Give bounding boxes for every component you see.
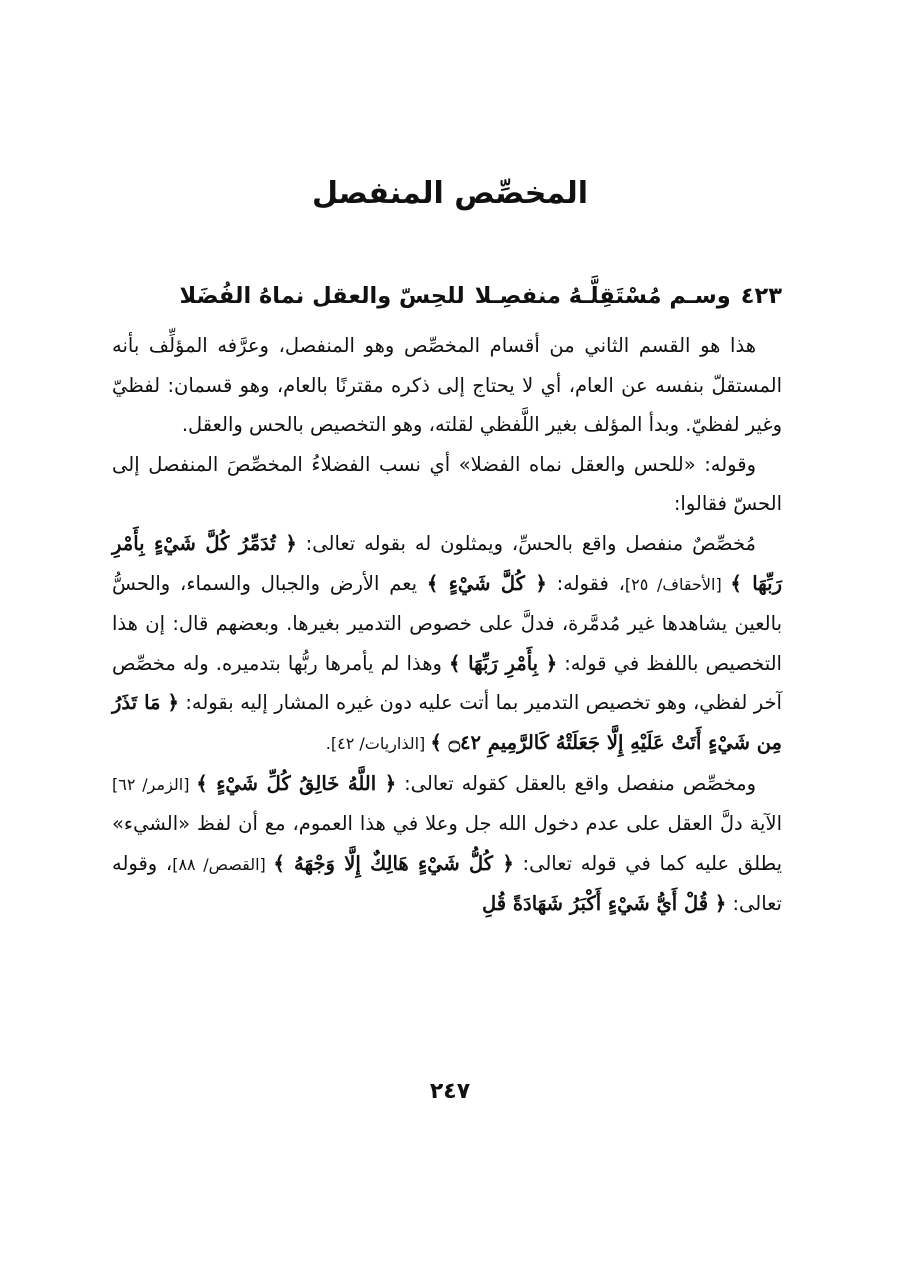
text-span: مُخصِّصٌ منفصل واقع بالحسِّ، ويمثلون له بقوله تعالى: (296, 531, 756, 555)
quran-verse: ﴿ بِأَمْرِ رَبِّهَا ﴾ (448, 651, 558, 675)
paragraph-sense-specifier (112, 524, 782, 764)
quran-reference: [الزمر/ ٦٢] (112, 774, 197, 794)
verse-number: ٤٢٣ (740, 283, 782, 309)
text-span: ومخصِّص منفصل واقع بالعقل كقوله تعالى: (396, 771, 757, 795)
poem-verse (114, 276, 782, 316)
text-span: وهذا لم يأمرها ربُّها بتدميره. وله مخصِّص آخر لفظي، وهو تخصيص التدمير بما أتت عليه دون غيره المشار إليه بقوله: (112, 651, 782, 715)
verse-first-hemistich: وسـم مُسْتَقِلَّـهُ منفصِـلا (474, 283, 731, 309)
commentary-body (112, 326, 782, 924)
quran-verse: ﴿ كُلُّ شَيْءٍ هَالِكٌ إِلَّا وَجْهَهُ ﴾ (273, 851, 514, 875)
quran-reference: [الأحقاف/ ٢٥] (624, 574, 731, 594)
page-number: ٢٤٧ (429, 1079, 471, 1104)
text-span: ، وقوله تعالى: (112, 851, 782, 916)
quran-verse: ﴿ قُلْ أَيُّ شَيْءٍ أَكْبَرُ شَهَادَةً قُلِ (481, 892, 727, 916)
paragraph-reason-specifier (112, 764, 782, 924)
text-span: الآية دلَّ العقل على عدم دخول الله جل وعلا في هذا العموم، مع أن لفظ «الشيء» يطلق عليه كما في قوله تعالى: (112, 812, 782, 875)
quran-verse: ﴿ كُلَّ شَيْءٍ ﴾ (426, 571, 547, 595)
paragraph-quote: وقوله: «للحس والعقل نماه الفضلا» أي نسب الفضلاءُ المخصِّصَ المنفصل إلى الحسّ فقالوا: (112, 452, 782, 516)
quran-reference: [الذاريات/ ٤٢]. (325, 733, 431, 753)
text-span: يعم الأرض والجبال والسماء، والحسُّ بالعين يشاهدها غير مُدمَّرة، فدلَّ على خصوص التدمير بغيرها. وبعضهم قال: إن هذا التخصيص باللفظ في قوله: (112, 571, 782, 675)
page-title: المخصِّص المنفصل (311, 176, 589, 211)
quran-verse: ﴿ مَا تَذَرُ مِن شَيْءٍ أَتَتْ عَلَيْهِ إِلَّا جَعَلَتْهُ كَالرَّمِيمِ ۝٤٢ ﴾ (112, 691, 782, 754)
paragraph-definition: هذا هو القسم الثاني من أقسام المخصِّص وهو المنفصل، وعرَّفه المؤلِّف بأنه المستقلّ بنفسه عن العام، أي لا يحتاج إلى ذكره مقترنًا بالعام، وهو قسمان: لفظيّ وغير لفظيّ. وبدأ المؤلف بغير اللَّفظي لقلته، وهو التخصيص بالحس والعقل. (112, 334, 782, 437)
text-span: ، فقوله: (546, 571, 625, 595)
quran-verse: ﴿ اللَّهُ خَالِقُ كُلِّ شَيْءٍ ﴾ (196, 771, 397, 795)
quran-reference: [القصص/ ٨٨] (172, 854, 274, 874)
quran-verse: ﴿ تُدَمِّرُ كُلَّ شَيْءٍ بِأَمْرِ رَبِّهَا ﴾ (112, 531, 783, 595)
verse-second-hemistich: للحِسّ والعقل نماهُ الفُضَلا (179, 283, 465, 309)
